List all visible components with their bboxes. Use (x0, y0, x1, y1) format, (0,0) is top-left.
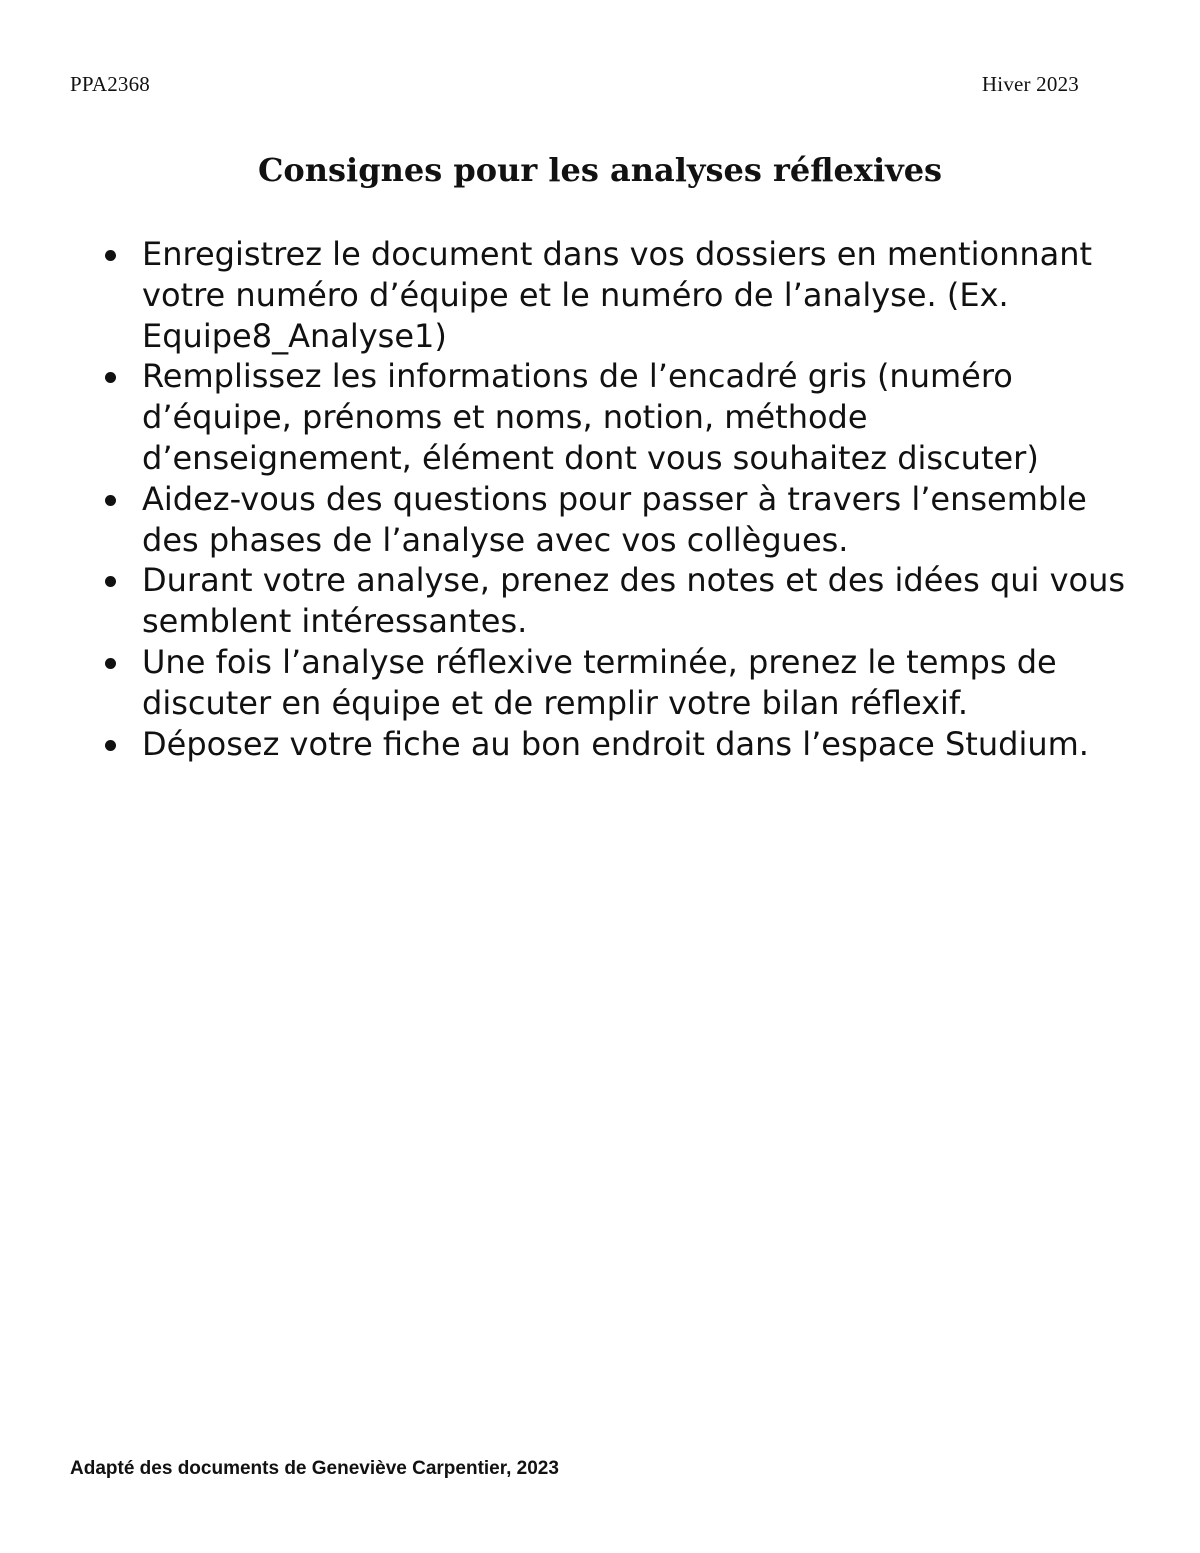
instruction-item (100, 560, 1140, 642)
instruction-text: Déposez votre fiche au bon endroit dans l’espace Studium. (142, 724, 1089, 763)
instruction-item (100, 234, 1140, 356)
header-term: Hiver 2023 (981, 72, 1079, 96)
instruction-item (100, 479, 1140, 561)
bullet-icon (105, 740, 116, 751)
instruction-item (100, 356, 1140, 478)
bullet-icon (105, 372, 116, 383)
footer-credit: Adapté des documents de Geneviève Carpentier, 2023 (70, 1458, 559, 1479)
instruction-item (100, 724, 1140, 765)
page-title: Consignes pour les analyses réflexives (257, 151, 943, 189)
instruction-text: Durant votre analyse, prenez des notes et des idées qui vous semblent intéressantes. (142, 561, 1126, 641)
instruction-text: Aidez-vous des questions pour passer à travers l’ensemble des phases de l’analyse avec vos collègues. (142, 479, 1087, 559)
bullet-icon (105, 658, 116, 669)
instruction-text: Remplissez les informations de l’encadré gris (numéro d’équipe, prénoms et noms, notion, méthode d’enseignement, élément dont vous souhaitez discuter) (142, 357, 1039, 477)
instruction-item (100, 642, 1140, 724)
bullet-icon (105, 576, 116, 587)
header-course-code: PPA2368 (70, 72, 150, 96)
bullet-icon (105, 250, 116, 261)
bullet-icon (105, 495, 116, 506)
instruction-text: Une fois l’analyse réflexive terminée, prenez le temps de discuter en équipe et de remplir votre bilan réflexif. (142, 642, 1057, 722)
instructions-list (100, 234, 1140, 764)
instruction-text: Enregistrez le document dans vos dossiers en mentionnant votre numéro d’équipe et le numéro de l’analyse. (Ex. Equipe8_Analyse1) (142, 235, 1093, 355)
